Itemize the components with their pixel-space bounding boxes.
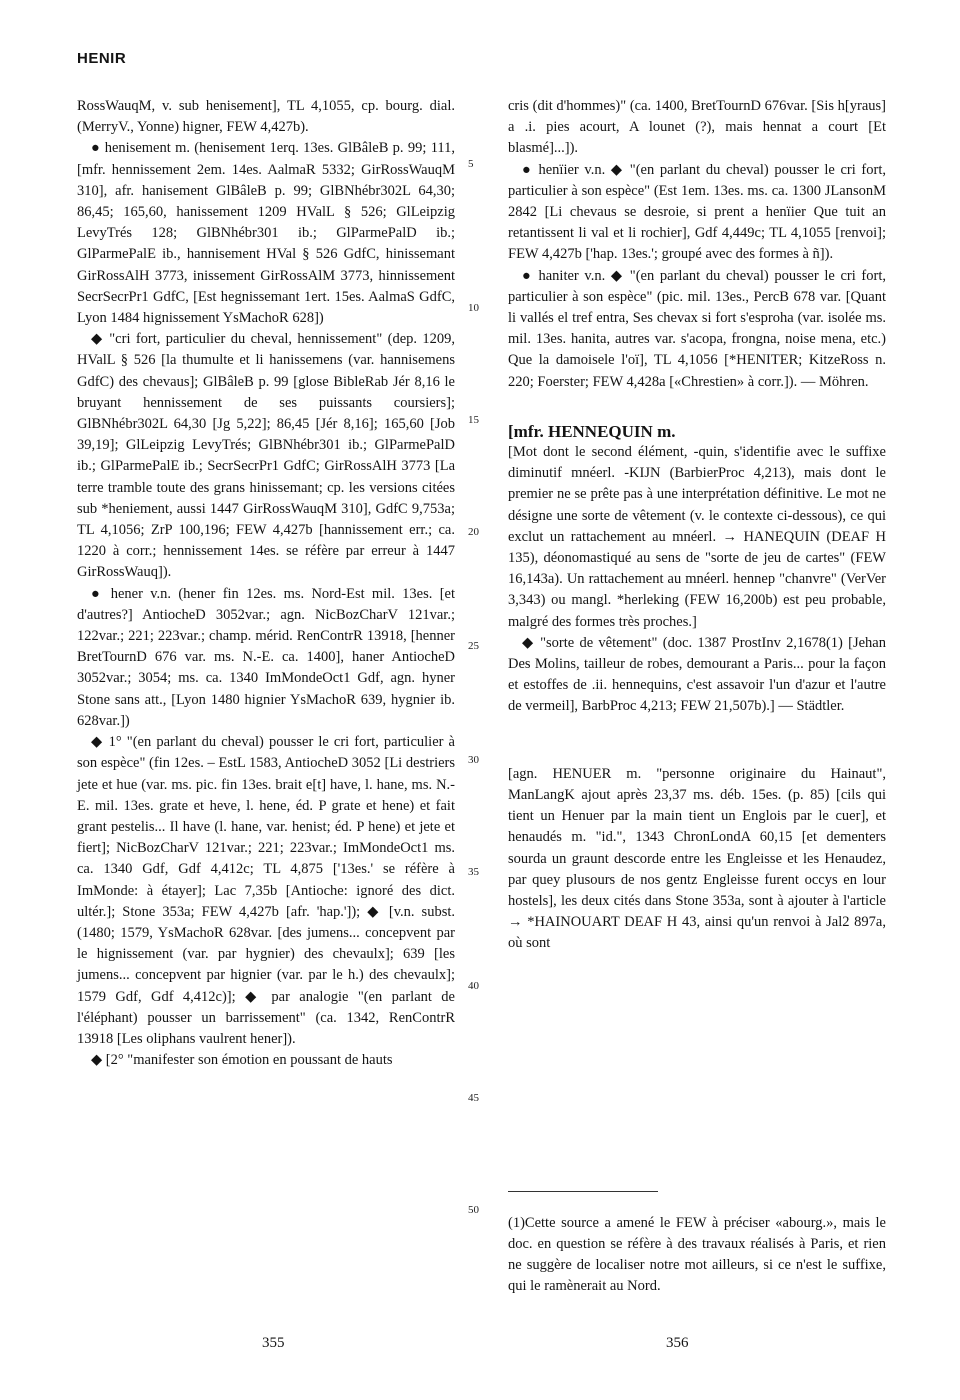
line-number: 10: [468, 302, 479, 314]
entry-henisement: ● henisement m. (henisement 1erq. 13es. GlBâleB p. 99; 111, [mfr. hennissement 2em. 14es. AalmaR 5332; GirRossWauqM 310], afr. hanisement GlBâleB p. 99; GlBNhébr302L 64,30; 86,45; 165,60, hanissement 1209 HValL § 526; GlLeipzig LevyTrés 128; GlBNhébr301 ib.; GlParmePalD ib.; GlParmePalE ib., hannisement HVal § 526 GdfC, hinissemant GirRossAlH 3773, inissement GirRossAlM 3773, hinnissement SecrSecrPr1 GdfC, [Est hegnissemant 1ert. 15es. AalmaS GdfC, Lyon 1484 hignissement YsMachoR 628]): [77, 140, 455, 327]
footnote: (1)Cette source a amené le FEW à préciser «abourg.», mais le doc. en question se réfère à des travaux réalisés à Paris, et rien ne suggère de localiser notre mot ailleurs, si ce n'est le suffixe, qui le ramènerait au Nord.: [508, 1214, 886, 1295]
definition-henisement: ◆ "cri fort, particulier du cheval, hennissement" (dep. 1209, HValL § 526 [la thumulte et li hanissemens (var. hannisemens GdfC) des chevaus]; GlBâleB p. 99 [glose BibleRab Jér 8,16 le bruyant hennissement de ses puissants coursiers]; GlBNhébr302L 64,30 [Jg 5,22]; 86,45 [Jér 8,16]; 165,60 [Job 39,19]; GlLeipzig LevyTrés; GlBNhébr301 ib.; GlParmePalD ib.; GlParmePalE ib.; SecrSecrPr1 GdfC; GirRossAlH 3773 [La terre tramble toute des grans hinissemant; cp. les versions citées sub *heniement, aussi 1447 GirRossWauqM 310], GdfC 9,753a; TL 4,1056; ZrP 100,196; FEW 4,427b [hannissement err.; ca. 1220 à corr.; hennissement 14es. se réfère par erreur à 1447 GirRossWauq]).: [77, 331, 455, 581]
line-number: 15: [468, 414, 479, 426]
entry-hener: ● hener v.n. (hener fin 12es. ms. Nord-Est mil. 13es. [et d'autres?] AntiocheD 3052var.; agn. NicBozCharV 121var.; 122var.; 221; 223var.; champ. mérid. RenContrR 13918, [henner BretTournD 676 var. ms. N.-E. ca. 1400], haner AntiocheD 3052var.; 3054; ms. ca. 1340 ImMondeOct1 Gdf, agn. hyner Stone sans att., [Lyon 1480 hignier YsMachoR 639, hygnier ib. 628var.]): [77, 585, 455, 729]
definition-hener-1: ◆ 1° "(en parlant du cheval) pousser le cri fort, particulier à son espèce" (fin 12es. – EstL 1583, AntiocheD 3052 [Li destriers jete et hue (var. ms. pic. fin 13es. brait e[t] have, l. hane, ms. N.-E. mil. 13es. grate et heve, l. hene, éd. P grate et hene) et fait grant pestelis... Il have (l. hane, var. henist; éd. P hene) et jete et fiert]; NicBozCharV 121var.; 221; 223var.; ImMondeOct1 ms. ca. 1340 Gdf, Gdf 4,412c; TL 4,875 ['13es.' se réfère à ImMonde: à étayer]; Lac 7,35b [Antioche: ignoré des dict. ultér.]; Stone 353a; FEW 4,427b [afr. 'hap.']); ◆ [v.n. subst. (1480; 1579, YsMachoR 628var. [des jumens... concepvent par le hignissement (var. par hygnier) des chevaulx]; 639 [les jumens... concepvent par hignier (var. par le h.) des chevaulx]; 1579 Gdf, Gdf 4,412c)]; ◆ par analogie "(en parlant de l'éléphant) pousser un barrissement" (ca. 1342, RenContrR 13918 [Les oliphans vaulrent hener]).: [77, 734, 455, 1047]
line-number: 30: [468, 754, 479, 766]
line-number: 20: [468, 526, 479, 538]
page-number-left: 355: [262, 1335, 285, 1351]
definition-hener-2: ◆ [2° "manifester son émotion en poussant de hauts: [91, 1052, 393, 1069]
paragraph: RossWauqM, v. sub henisement], TL 4,1055, cp. bourg. dial. (MerryV., Yonne) higner, FEW 4,427b).: [77, 98, 455, 136]
line-number: 25: [468, 640, 479, 652]
entry-henuer: [agn. HENUER m. "personne originaire du Hainaut", ManLangK ajout après 23,37 ms. déb. 15es. (p. 85) [cils qui tient un Henuer par la main tient un Englois par le cuer], et henaudés m. "id.", 1343 ChronLondA 60,15 [et dementers sourda un graunt descorde entre les Engleisse et les Henaudez, par quey plusours de nos gentz Engleisse furent occys en lour hostels], les deux cités dans Stone 353a, sont à ajouter à l'article → *HAINOUART DEAF H 43, ainsi qu'un renvoi à Jal2 897a, où sont: [508, 765, 886, 952]
footnote-rule: [508, 1191, 658, 1192]
etymology-hennequin: [Mot dont le second élément, -quin, s'identifie avec le suffixe diminutif mnéerl. -KIJN (BarbierProc 4,213), mais dont le premier ne se prête pas à une interprétation définitive. Le mot ne désigne une sorte de vêtement (v. le contexte ci-dessous), ce qui exclut un rattachement au mnéerl. → HANEQUIN (DEAF H 135), déonomastiqué au sens de "sorte de jeu de cartes" (FEW 16,143a). Un rattachement au mnéerl. hennep "chanvre" (VerVer 3,343) ou mangl. *herleking (FEW 16,200b) est peu probable, malgré des formes très proches.]: [508, 444, 886, 630]
line-number: 5: [468, 158, 474, 170]
entry-heniier: ● henïier v.n. ◆ "(en parlant du cheval) pousser le cri fort, particulier à son espèce" (Est 1em. 13es. ms. ca. 1300 JLansonM 2842 [Li chevaus se desroie, si prent a henïier Que tuit an retantissent li val et li rochier], Gdf 4,449c; TL 4,1055 [renvoi]; FEW 4,427b ['hap. 13es.'; groupé avec des formes à ñ]).: [508, 161, 886, 263]
definition-hennequin: ◆ "sorte de vêtement" (doc. 1387 ProstInv 2,1678(1) [Jehan Des Molins, tailleur de robes, demourant a Paris... pour la façon et estoffes de .ii. hennequins, c'est assavoir l'un d'azur et l'autre de vermeil], BarbProc 4,213; FEW 21,507b).] — Städtler.: [508, 634, 886, 715]
line-number: 35: [468, 866, 479, 878]
line-number: 40: [468, 980, 479, 992]
left-column: [77, 96, 455, 1071]
line-number: 50: [468, 1204, 479, 1216]
page-number-right: 356: [666, 1335, 689, 1351]
entry-haniter: ● haniter v.n. ◆ "(en parlant du cheval) pousser le cri fort, particulier à son espèce" (pic. mil. 13es., PercB 678 var. [Quant li vallés el tref entra, Ses chevax si fort s'esproha (var. isolée ms. mil. 13es. hanita, autres var. s'acopa, frongna, noise mena, etc.) Que la damoisele l'oï], TL 4,1056 [*HENITER; KitzeRoss n. 220; Foerster; FEW 4,428a [«Chrestien» à corr.]). — Möhren.: [508, 267, 886, 390]
line-number: 45: [468, 1092, 479, 1104]
right-column: [508, 96, 886, 955]
headword-hennequin: [mfr. HENNEQUIN m.: [508, 421, 676, 441]
running-head: HENIR: [77, 50, 127, 67]
paragraph: cris (dit d'hommes)" (ca. 1400, BretTournD 676var. [Sis h[yraus] a .i. pies acourt, A lounet (?), mais hennat a court [Et blasmé]...]).: [508, 98, 886, 157]
